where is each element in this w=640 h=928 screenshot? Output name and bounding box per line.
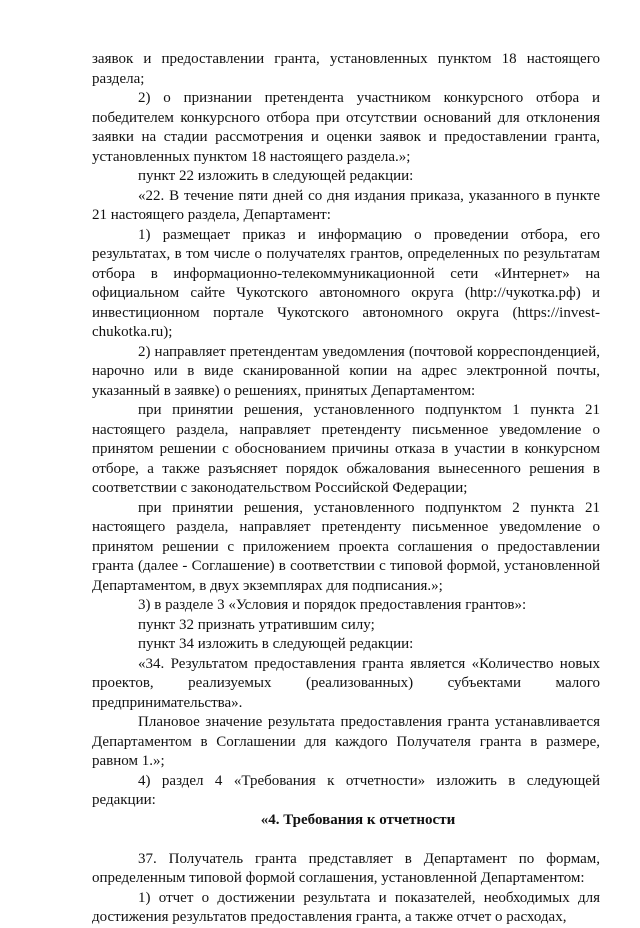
paragraph-approval-decision: при принятии решения, установленного подпунктом 2 пункта 21 настоящего раздела, направляет претенденту письменное уведомление о принятом решении с приложением проекта соглашения о предоставлении гранта (далее - Соглашение) в соответствии с типовой формой, установленной Департаментом, в двух экземплярах для подписания.»; <box>92 499 600 594</box>
paragraph-point-22: «22. В течение пяти дней со дня издания приказа, указанного в пункте 21 настоящего раздела, Департамент: <box>92 187 600 223</box>
paragraph-point-34-intro: пункт 34 изложить в следующей редакции: <box>138 636 414 652</box>
paragraph-item-2-recognition: 2) о признании претендента участником конкурсного отбора и победителем конкурсного отбора при отсутствии оснований для отклонения заявки на стадии рассмотрения и оценки заявок и предоставлении гранта, установленных пунктом 18 настоящего раздела.»; <box>92 90 600 165</box>
paragraph-section-3-amend: 3) в разделе 3 «Условия и порядок предоставления грантов»: <box>138 597 527 613</box>
paragraph-section-4-amend: 4) раздел 4 «Требования к отчетности» изложить в следующей редакции: <box>92 772 600 808</box>
paragraph-continuation: заявок и предоставлении гранта, установленных пунктом 18 настоящего раздела; <box>92 51 600 87</box>
paragraph-report-item-1: 1) отчет о достижении результата и показателей, необходимых для достижения результатов предоставления гранта, а также отчет о расходах, <box>92 889 600 925</box>
paragraph-point-22-intro: пункт 22 изложить в следующей редакции: <box>138 168 414 184</box>
document-body <box>92 50 600 928</box>
paragraph-planned-value: Плановое значение результата предоставления гранта устанавливается Департаментом в Соглашении для каждого Получателя гранта в размере, равном 1.»; <box>92 714 600 769</box>
paragraph-subitem-2-notify: 2) направляет претендентам уведомления (почтовой корреспонденцией, нарочно или в виде сканированной копии на адрес электронной почты, указанный в заявке) о решениях, принятых Департаментом: <box>92 343 600 399</box>
section-4-heading: «4. Требования к отчетности <box>260 811 456 828</box>
paragraph-refusal-decision: при принятии решения, установленного подпунктом 1 пункта 21 настоящего раздела, направляет претенденту письменное уведомление о принятом решении с обоснованием причины отказа в участии в конкурсном отборе, а также разъясняет порядок обжалования вынесенного решения в соответствии с законодательством Российской Федерации; <box>92 402 600 496</box>
paragraph-subitem-1-publish: 1) размещает приказ и информацию о проведении отбора, его результатах, в том числе о получателях грантов, определенных по результатам отбора в информационно-телекоммуникационной сети «Интернет» на официальном сайте Чукотского автономного округа (http://чукотка.рф) и инвестиционном портале Чукотского автономного округа (https://invest-chukotka.ru); <box>92 226 600 340</box>
paragraph-point-32: пункт 32 признать утратившим силу; <box>138 616 375 633</box>
paragraph-point-34: «34. Результатом предоставления гранта является «Количество новых проектов, реализуемых (реализованных) субъектами малого предпринимательства». <box>92 655 600 711</box>
paragraph-point-37: 37. Получатель гранта представляет в Департамент по формам, определенным типовой формой соглашения, установленной Департаментом: <box>92 850 600 886</box>
